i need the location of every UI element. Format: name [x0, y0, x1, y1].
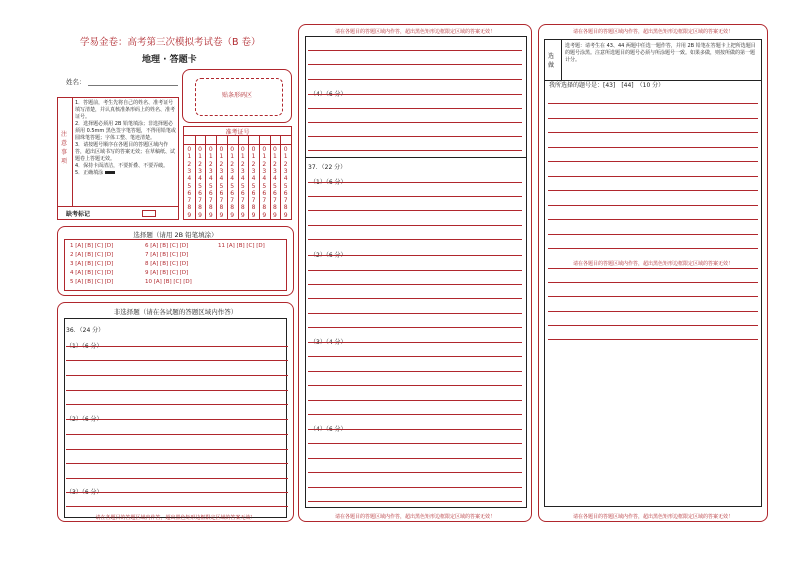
exam-digit-bubble[interactable]: 0 — [273, 146, 277, 153]
exam-digit-bubble[interactable]: 4 — [219, 175, 224, 183]
answer-line[interactable] — [308, 64, 522, 65]
choice-item[interactable]: 8 [A] [B] [C] [D] — [145, 261, 189, 267]
exam-digit-bubble[interactable]: 9 — [240, 211, 245, 219]
exam-digit-bubble[interactable]: 5 — [208, 182, 213, 190]
exam-digit-bubble[interactable]: 3 — [230, 167, 235, 175]
exam-digit-bubble[interactable]: 0 — [187, 146, 192, 153]
answer-line[interactable] — [308, 414, 522, 415]
exam-digit-bubble[interactable]: 5 — [198, 182, 202, 190]
answer-line[interactable] — [66, 419, 288, 420]
answer-line[interactable] — [308, 487, 522, 488]
exam-digit-bubble[interactable]: 8 — [240, 204, 245, 212]
choose-label: 选做 — [548, 53, 555, 69]
exam-digit-bubble[interactable]: 4 — [240, 175, 245, 183]
answer-line[interactable] — [66, 434, 288, 435]
exam-digit-bubble[interactable]: 0 — [283, 146, 288, 153]
note-item: 5．正确填涂 — [75, 170, 177, 177]
warning-col3-top: 请在各题目的答题区域内作答，超出黑色矩形边框限定区域的答案无效！ — [572, 29, 733, 35]
absent-row — [57, 207, 179, 220]
exam-digit-bubble[interactable]: 0 — [198, 146, 202, 153]
note-item: 2．选择题必须用 2B 铅笔填涂；非选择题必须用 0.5mm 黑色签字笔答题，不得用铅笔或圆珠笔答题；字体工整、笔迹清楚。 — [75, 121, 176, 141]
exam-digit-bubble[interactable]: 7 — [208, 197, 213, 205]
exam-digit-bubble[interactable]: 4 — [251, 175, 256, 183]
notes-list — [75, 100, 177, 177]
choice-item[interactable]: 6 [A] [B] [C] [D] — [145, 243, 189, 249]
exam-digit-bubble[interactable]: 1 — [283, 153, 288, 161]
exam-number-label: 准考证号 — [225, 129, 250, 136]
exam-digit-bubble[interactable]: 3 — [187, 167, 192, 175]
answer-line[interactable] — [548, 190, 758, 191]
exam-digit-bubble[interactable]: 6 — [208, 189, 213, 197]
answer-line[interactable] — [308, 225, 522, 226]
exam-digit-bubble[interactable]: 8 — [251, 204, 256, 212]
filled-sample-mark — [105, 171, 115, 174]
exam-digit-bubble[interactable]: 7 — [219, 197, 224, 205]
q36-label: 36．（24 分） — [66, 327, 105, 334]
exam-digit-bubble[interactable]: 4 — [198, 175, 202, 183]
exam-digit-bubble[interactable]: 1 — [230, 153, 235, 161]
exam-digit-bubble[interactable]: 5 — [230, 182, 235, 190]
answer-line[interactable] — [548, 234, 758, 235]
exam-digit-bubble[interactable]: 2 — [230, 160, 235, 168]
exam-digit-bubble[interactable]: 9 — [198, 211, 202, 219]
answer-line[interactable] — [308, 122, 522, 123]
exam-digit-bubble[interactable]: 4 — [283, 175, 288, 183]
warning-col2-top: 请在各题目的答题区域内作答，超出黑色矩形边框限定区域的答案无效！ — [334, 29, 495, 35]
exam-digit-bubble[interactable]: 0 — [219, 146, 224, 153]
nonchoice-title: 非选择题（请在各试题的答题区域内作答） — [113, 308, 238, 316]
exam-digit-bubble[interactable]: 9 — [230, 211, 235, 219]
answer-line[interactable] — [66, 463, 288, 464]
q37-label: 37．（22 分） — [308, 164, 347, 171]
exam-digit-bubble[interactable]: 8 — [230, 204, 235, 212]
choice-item[interactable]: 1 [A] [B] [C] [D] — [70, 243, 114, 249]
exam-digit-bubble[interactable]: 7 — [187, 197, 192, 205]
answer-line[interactable] — [66, 404, 288, 405]
exam-digit-bubble[interactable]: 2 — [219, 160, 224, 168]
answer-line[interactable] — [308, 50, 522, 51]
exam-digit-bubble[interactable]: 5 — [262, 182, 267, 190]
choose-frame — [544, 39, 762, 507]
notes-box — [57, 97, 179, 207]
exam-digit-bubble[interactable]: 1 — [219, 153, 224, 161]
answer-line[interactable] — [548, 268, 758, 269]
choice-title: 选择题（请用 2B 铅笔填涂） — [133, 231, 218, 239]
exam-title: 学易金卷：高考第三次模拟考试卷（B 卷） — [80, 37, 261, 48]
exam-digit-bubble[interactable]: 8 — [283, 204, 288, 212]
exam-digit-bubble[interactable]: 0 — [251, 146, 256, 153]
exam-digit-bubble[interactable]: 1 — [240, 153, 245, 161]
exam-digit-bubble[interactable]: 6 — [262, 189, 267, 197]
answer-line[interactable] — [66, 346, 288, 347]
warning-col1: 请在各题目的答题区域内作答，超出黑色矩形边框限定区域的答案无效！ — [95, 515, 256, 521]
absent-label: 缺考标记 — [66, 211, 91, 218]
exam-digit-bubble[interactable]: 8 — [219, 204, 224, 212]
exam-digit-bubble[interactable]: 3 — [283, 167, 288, 175]
barcode-label: 贴条形码区 — [221, 92, 252, 99]
answer-line[interactable] — [308, 472, 522, 473]
q37-part1: （1）（6 分） — [310, 179, 347, 186]
exam-digit-bubble[interactable]: 5 — [251, 182, 256, 190]
name-label: 姓名： — [66, 78, 86, 86]
exam-digit-bubble[interactable]: 8 — [208, 204, 213, 212]
choice-section — [57, 226, 294, 296]
answer-line[interactable] — [308, 443, 522, 444]
exam-digit-bubble[interactable]: 8 — [187, 204, 192, 212]
absent-checkbox[interactable] — [142, 210, 156, 217]
note-item: 4．保持卡面清洁，不要折叠、不要弄破。 — [75, 163, 169, 169]
exam-digit-bubble[interactable]: 8 — [273, 204, 277, 212]
exam-digit-bubble[interactable]: 9 — [251, 211, 256, 219]
choice-item[interactable]: 5 [A] [B] [C] [D] — [70, 279, 114, 285]
answer-line[interactable] — [308, 284, 522, 285]
answer-line[interactable] — [308, 255, 522, 256]
exam-digit-bubble[interactable]: 3 — [219, 167, 224, 175]
exam-digit-bubble[interactable]: 4 — [208, 175, 213, 183]
notes-label: 注意事项 — [61, 131, 68, 165]
answer-line[interactable] — [308, 182, 522, 183]
q36-part3: （3）（6 分） — [66, 489, 103, 496]
exam-digit-bubble[interactable]: 9 — [283, 211, 288, 219]
exam-digit-bubble[interactable]: 3 — [262, 167, 267, 175]
exam-digit-bubble[interactable]: 6 — [187, 189, 192, 197]
answer-line[interactable] — [308, 342, 522, 343]
exam-digit-bubble[interactable]: 0 — [208, 146, 213, 153]
warning-col2-bottom: 请在各题目的答题区域内作答，超出黑色矩形边框限定区域的答案无效！ — [334, 514, 495, 520]
exam-digit-bubble[interactable]: 3 — [198, 167, 202, 175]
exam-digit-bubble[interactable]: 5 — [187, 182, 192, 190]
answer-line[interactable] — [66, 492, 288, 493]
exam-digit-bubble[interactable]: 2 — [240, 160, 245, 168]
answer-line[interactable] — [308, 239, 522, 240]
choice-item[interactable]: 11 [A] [B] [C] [D] — [218, 243, 265, 249]
subject-title: 地理 · 答题卡 — [142, 55, 197, 65]
note-item: 1．答题前，考生先将自己的姓名、准考证号填写清楚，并认真核准条形码上的姓名、准考证号。 — [75, 100, 176, 120]
answer-line[interactable] — [66, 390, 288, 391]
exam-digit-bubble[interactable]: 1 — [251, 153, 256, 161]
answer-line[interactable] — [548, 176, 758, 177]
exam-digit-bubble[interactable]: 1 — [198, 153, 202, 161]
answer-line[interactable] — [308, 136, 522, 137]
exam-digit-bubble[interactable]: 4 — [262, 175, 267, 183]
exam-digit-bubble[interactable]: 6 — [219, 189, 224, 197]
exam-digit-bubble[interactable]: 5 — [273, 182, 277, 190]
exam-digit-bubble[interactable]: 1 — [273, 153, 277, 161]
exam-digit-bubble[interactable]: 5 — [283, 182, 288, 190]
answer-line[interactable] — [66, 360, 288, 361]
note-item: 3．请按题号顺序在各题目的答题区域内作答，超出区域书写的答案无效；在草稿纸、试题卷上答题无效。 — [75, 142, 176, 162]
exam-digit-bubble[interactable]: 7 — [273, 197, 277, 205]
exam-digit-bubble[interactable]: 7 — [198, 197, 202, 205]
answer-line[interactable] — [548, 161, 758, 162]
exam-digit-bubble[interactable]: 7 — [262, 197, 267, 205]
choice-item[interactable]: 3 [A] [B] [C] [D] — [70, 261, 114, 267]
exam-digit-bubble[interactable]: 6 — [273, 189, 277, 197]
exam-digit-bubble[interactable]: 2 — [262, 160, 267, 168]
choice-item[interactable]: 4 [A] [B] [C] [D] — [70, 270, 114, 276]
q37-part4: （4）（6 分） — [310, 426, 347, 433]
answer-line[interactable] — [308, 356, 522, 357]
exam-number-grid — [183, 126, 292, 220]
barcode-area — [182, 69, 292, 123]
exam-digit-bubble[interactable]: 9 — [262, 211, 267, 219]
answer-line[interactable] — [308, 210, 522, 211]
chosen-question-line: 我所选择的题号是：[43] [44] （10 分） — [549, 82, 665, 89]
exam-digit-bubble[interactable]: 4 — [187, 175, 192, 183]
choice-item[interactable]: 7 [A] [B] [C] [D] — [145, 252, 189, 258]
q36-part1: （1）（6 分） — [66, 343, 103, 350]
choice-item[interactable]: 10 [A] [B] [C] [D] — [145, 279, 192, 285]
answer-line[interactable] — [548, 219, 758, 220]
exam-digit-bubble[interactable]: 1 — [262, 153, 267, 161]
exam-digit-bubble[interactable]: 8 — [262, 204, 267, 212]
answer-line[interactable] — [548, 103, 758, 104]
answer-line[interactable] — [548, 325, 758, 326]
exam-digit-bubble[interactable]: 7 — [283, 197, 288, 205]
warning-col3-bottom: 请在各题目的答题区域内作答，超出黑色矩形边框限定区域的答案无效！ — [572, 514, 733, 520]
exam-digit-bubble[interactable]: 2 — [187, 160, 192, 168]
answer-line[interactable] — [548, 282, 758, 283]
exam-digit-bubble[interactable]: 3 — [251, 167, 256, 175]
answer-line[interactable] — [308, 79, 522, 80]
answer-line[interactable] — [548, 296, 758, 297]
answer-line[interactable] — [548, 147, 758, 148]
answer-line[interactable] — [308, 108, 522, 109]
answer-line[interactable] — [308, 327, 522, 328]
answer-line[interactable] — [308, 313, 522, 314]
exam-digit-bubble[interactable]: 6 — [240, 189, 245, 197]
exam-digit-bubble[interactable]: 9 — [273, 211, 277, 219]
exam-digit-bubble[interactable]: 3 — [273, 167, 277, 175]
exam-digit-bubble[interactable]: 2 — [208, 160, 213, 168]
exam-digit-bubble[interactable]: 0 — [240, 146, 245, 153]
answer-line[interactable] — [66, 478, 288, 479]
answer-line[interactable] — [548, 132, 758, 133]
q35-part4: （4）（6 分） — [310, 91, 347, 98]
exam-digit-bubble[interactable]: 4 — [230, 175, 235, 183]
exam-digit-bubble[interactable]: 2 — [273, 160, 277, 168]
answer-line[interactable] — [308, 400, 522, 401]
exam-digit-bubble[interactable]: 9 — [219, 211, 224, 219]
exam-digit-bubble[interactable]: 3 — [208, 167, 213, 175]
exam-digit-bubble[interactable]: 2 — [283, 160, 288, 168]
exam-digit-bubble[interactable]: 3 — [240, 167, 245, 175]
exam-digit-bubble[interactable]: 6 — [283, 189, 288, 197]
answer-line[interactable] — [308, 385, 522, 386]
exam-digit-bubble[interactable]: 9 — [187, 211, 192, 219]
exam-digit-bubble[interactable]: 7 — [251, 197, 256, 205]
exam-digit-bubble[interactable]: 1 — [187, 153, 192, 161]
exam-digit-bubble[interactable]: 0 — [262, 146, 267, 153]
exam-digit-bubble[interactable]: 5 — [219, 182, 224, 190]
answer-line[interactable] — [308, 270, 522, 271]
exam-digit-bubble[interactable]: 7 — [230, 197, 235, 205]
exam-digit-bubble[interactable]: 9 — [208, 211, 213, 219]
exam-digit-bubble[interactable]: 6 — [230, 189, 235, 197]
answer-line[interactable] — [66, 506, 288, 507]
answer-line[interactable] — [308, 429, 522, 430]
choice-item[interactable]: 9 [A] [B] [C] [D] — [145, 270, 189, 276]
exam-digit-bubble[interactable]: 5 — [240, 182, 245, 190]
exam-digit-bubble[interactable]: 6 — [198, 189, 202, 197]
exam-digit-bubble[interactable]: 2 — [251, 160, 256, 168]
exam-digit-bubble[interactable]: 1 — [208, 153, 213, 161]
q36-part2: （2）（6 分） — [66, 416, 103, 423]
answer-line[interactable] — [308, 371, 522, 372]
answer-line[interactable] — [308, 94, 522, 95]
q37-part2: （2）（6 分） — [310, 252, 347, 259]
exam-digit-bubble[interactable]: 8 — [198, 204, 202, 212]
answer-line[interactable] — [308, 196, 522, 197]
exam-digit-bubble[interactable]: 4 — [273, 175, 277, 183]
answer-line[interactable] — [308, 458, 522, 459]
answer-line[interactable] — [308, 501, 522, 502]
exam-digit-bubble[interactable]: 7 — [240, 197, 245, 205]
name-input-line[interactable] — [88, 85, 178, 86]
exam-digit-bubble[interactable]: 2 — [198, 160, 202, 168]
exam-digit-bubble[interactable]: 0 — [230, 146, 235, 153]
choice-item[interactable]: 2 [A] [B] [C] [D] — [70, 252, 114, 258]
answer-line[interactable] — [66, 375, 288, 376]
answer-line[interactable] — [548, 339, 758, 340]
answer-line[interactable] — [548, 205, 758, 206]
answer-line[interactable] — [308, 298, 522, 299]
answer-line[interactable] — [548, 118, 758, 119]
answer-line[interactable] — [308, 150, 522, 151]
warning-col3-middle: 请在各题目的答题区域内作答，超出黑色矩形边框限定区域的答案无效！ — [572, 261, 733, 267]
answer-line[interactable] — [548, 248, 758, 249]
answer-line[interactable] — [66, 449, 288, 450]
answer-line[interactable] — [548, 311, 758, 312]
q37-part3: （3）（4 分） — [310, 339, 347, 346]
exam-digit-bubble[interactable]: 6 — [251, 189, 256, 197]
choose-instructions: 选考题：请考生在 43、44 两题中任选一题作答，并用 2B 铅笔在答题卡上把所选题目的题号涂黑。注意所选题目的题号必须与所涂题号一致。如果多做，则按所做的第一题计分。 — [565, 43, 756, 63]
